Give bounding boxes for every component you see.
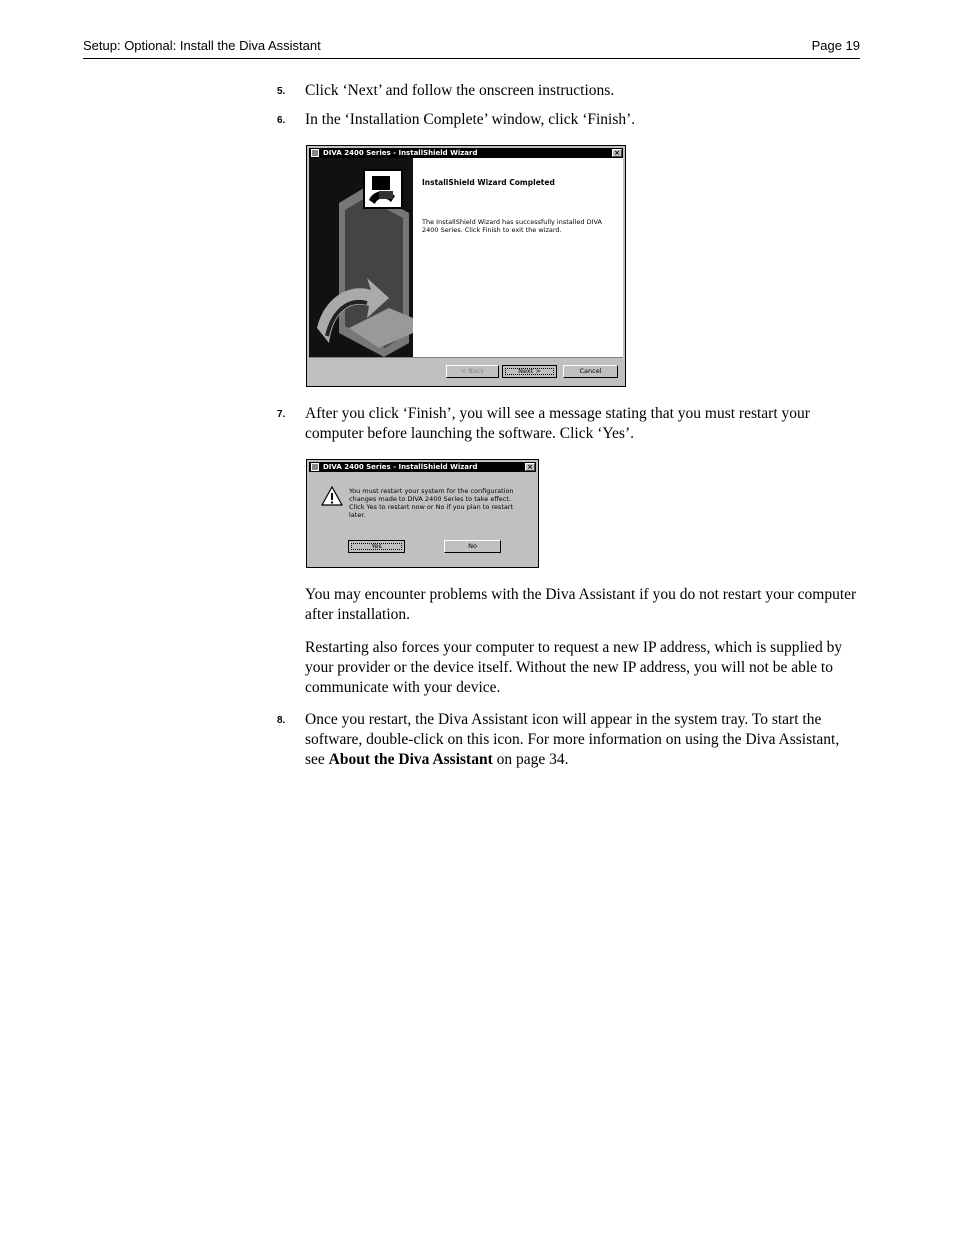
- focus-rect: [505, 368, 554, 375]
- wizard-message: The InstallShield Wizard has successfully installed DIVA 2400 Series. Click Finish to exit the wizard.: [422, 218, 602, 234]
- wizard-title-bar: [309, 148, 623, 158]
- cancel-button[interactable]: Cancel: [563, 365, 618, 378]
- step-8-text: [305, 710, 861, 770]
- header-page-number: Page 19: [811, 38, 860, 53]
- step-8-text-start: Once you restart, the Diva Assistant icon will appear in the system tray. To start the software, double-click on this icon. For more information on using the Diva Assistant, see: [305, 711, 840, 768]
- installer-icon: [311, 149, 319, 157]
- yes-button[interactable]: Yes: [348, 540, 405, 553]
- wizard-heading: InstallShield Wizard Completed: [422, 178, 555, 187]
- step-7-text: After you click ‘Finish’, you will see a message stating that you must restart your computer before launching the software. Click ‘Yes’.: [305, 405, 810, 442]
- next-button[interactable]: Next >: [502, 365, 557, 378]
- step-8-text-end: on page 34.: [492, 751, 569, 768]
- step-5-number: 5.: [277, 86, 286, 97]
- close-button[interactable]: ×: [525, 463, 535, 471]
- back-button[interactable]: < Back: [446, 365, 499, 378]
- ip-address-paragraph: Restarting also forces your computer to request a new IP address, which is supplied by your provider or the device itself. Without the new IP address, you will not be able to communicate with your device.: [305, 639, 843, 696]
- step-6-number: 6.: [277, 115, 286, 126]
- close-button[interactable]: ×: [612, 149, 622, 157]
- focus-rect: [351, 543, 402, 550]
- wizard-completed-window: [306, 145, 626, 387]
- wizard-title: DIVA 2400 Series - InstallShield Wizard: [323, 149, 478, 157]
- restart-dialog-title: DIVA 2400 Series - InstallShield Wizard: [323, 463, 478, 471]
- restart-warning-paragraph: You may encounter problems with the Diva Assistant if you do not restart your computer after installation.: [305, 586, 857, 623]
- restart-message: You must restart your system for the configuration changes made to DIVA 2400 Series to take effect. Click Yes to restart now or No if you plan to restart later.: [349, 487, 514, 519]
- restart-dialog-title-bar: [309, 462, 536, 472]
- restart-dialog: [306, 459, 539, 568]
- wizard-separator: [309, 357, 623, 358]
- warning-icon: [321, 486, 343, 506]
- step-5-text: Click ‘Next’ and follow the onscreen instructions.: [305, 82, 615, 99]
- step-7-number: 7.: [277, 409, 286, 420]
- installer-icon: [311, 463, 319, 471]
- wizard-content-area: [309, 158, 623, 357]
- cross-reference-link[interactable]: About the Diva Assistant: [328, 751, 493, 768]
- installshield-graphic-icon: [309, 158, 413, 357]
- step-6-text: In the ‘Installation Complete’ window, click ‘Finish’.: [305, 111, 636, 128]
- no-button[interactable]: No: [444, 540, 501, 553]
- step-8-number: 8.: [277, 715, 286, 726]
- page-header: [83, 38, 860, 59]
- header-section-title: Setup: Optional: Install the Diva Assistant: [83, 38, 321, 53]
